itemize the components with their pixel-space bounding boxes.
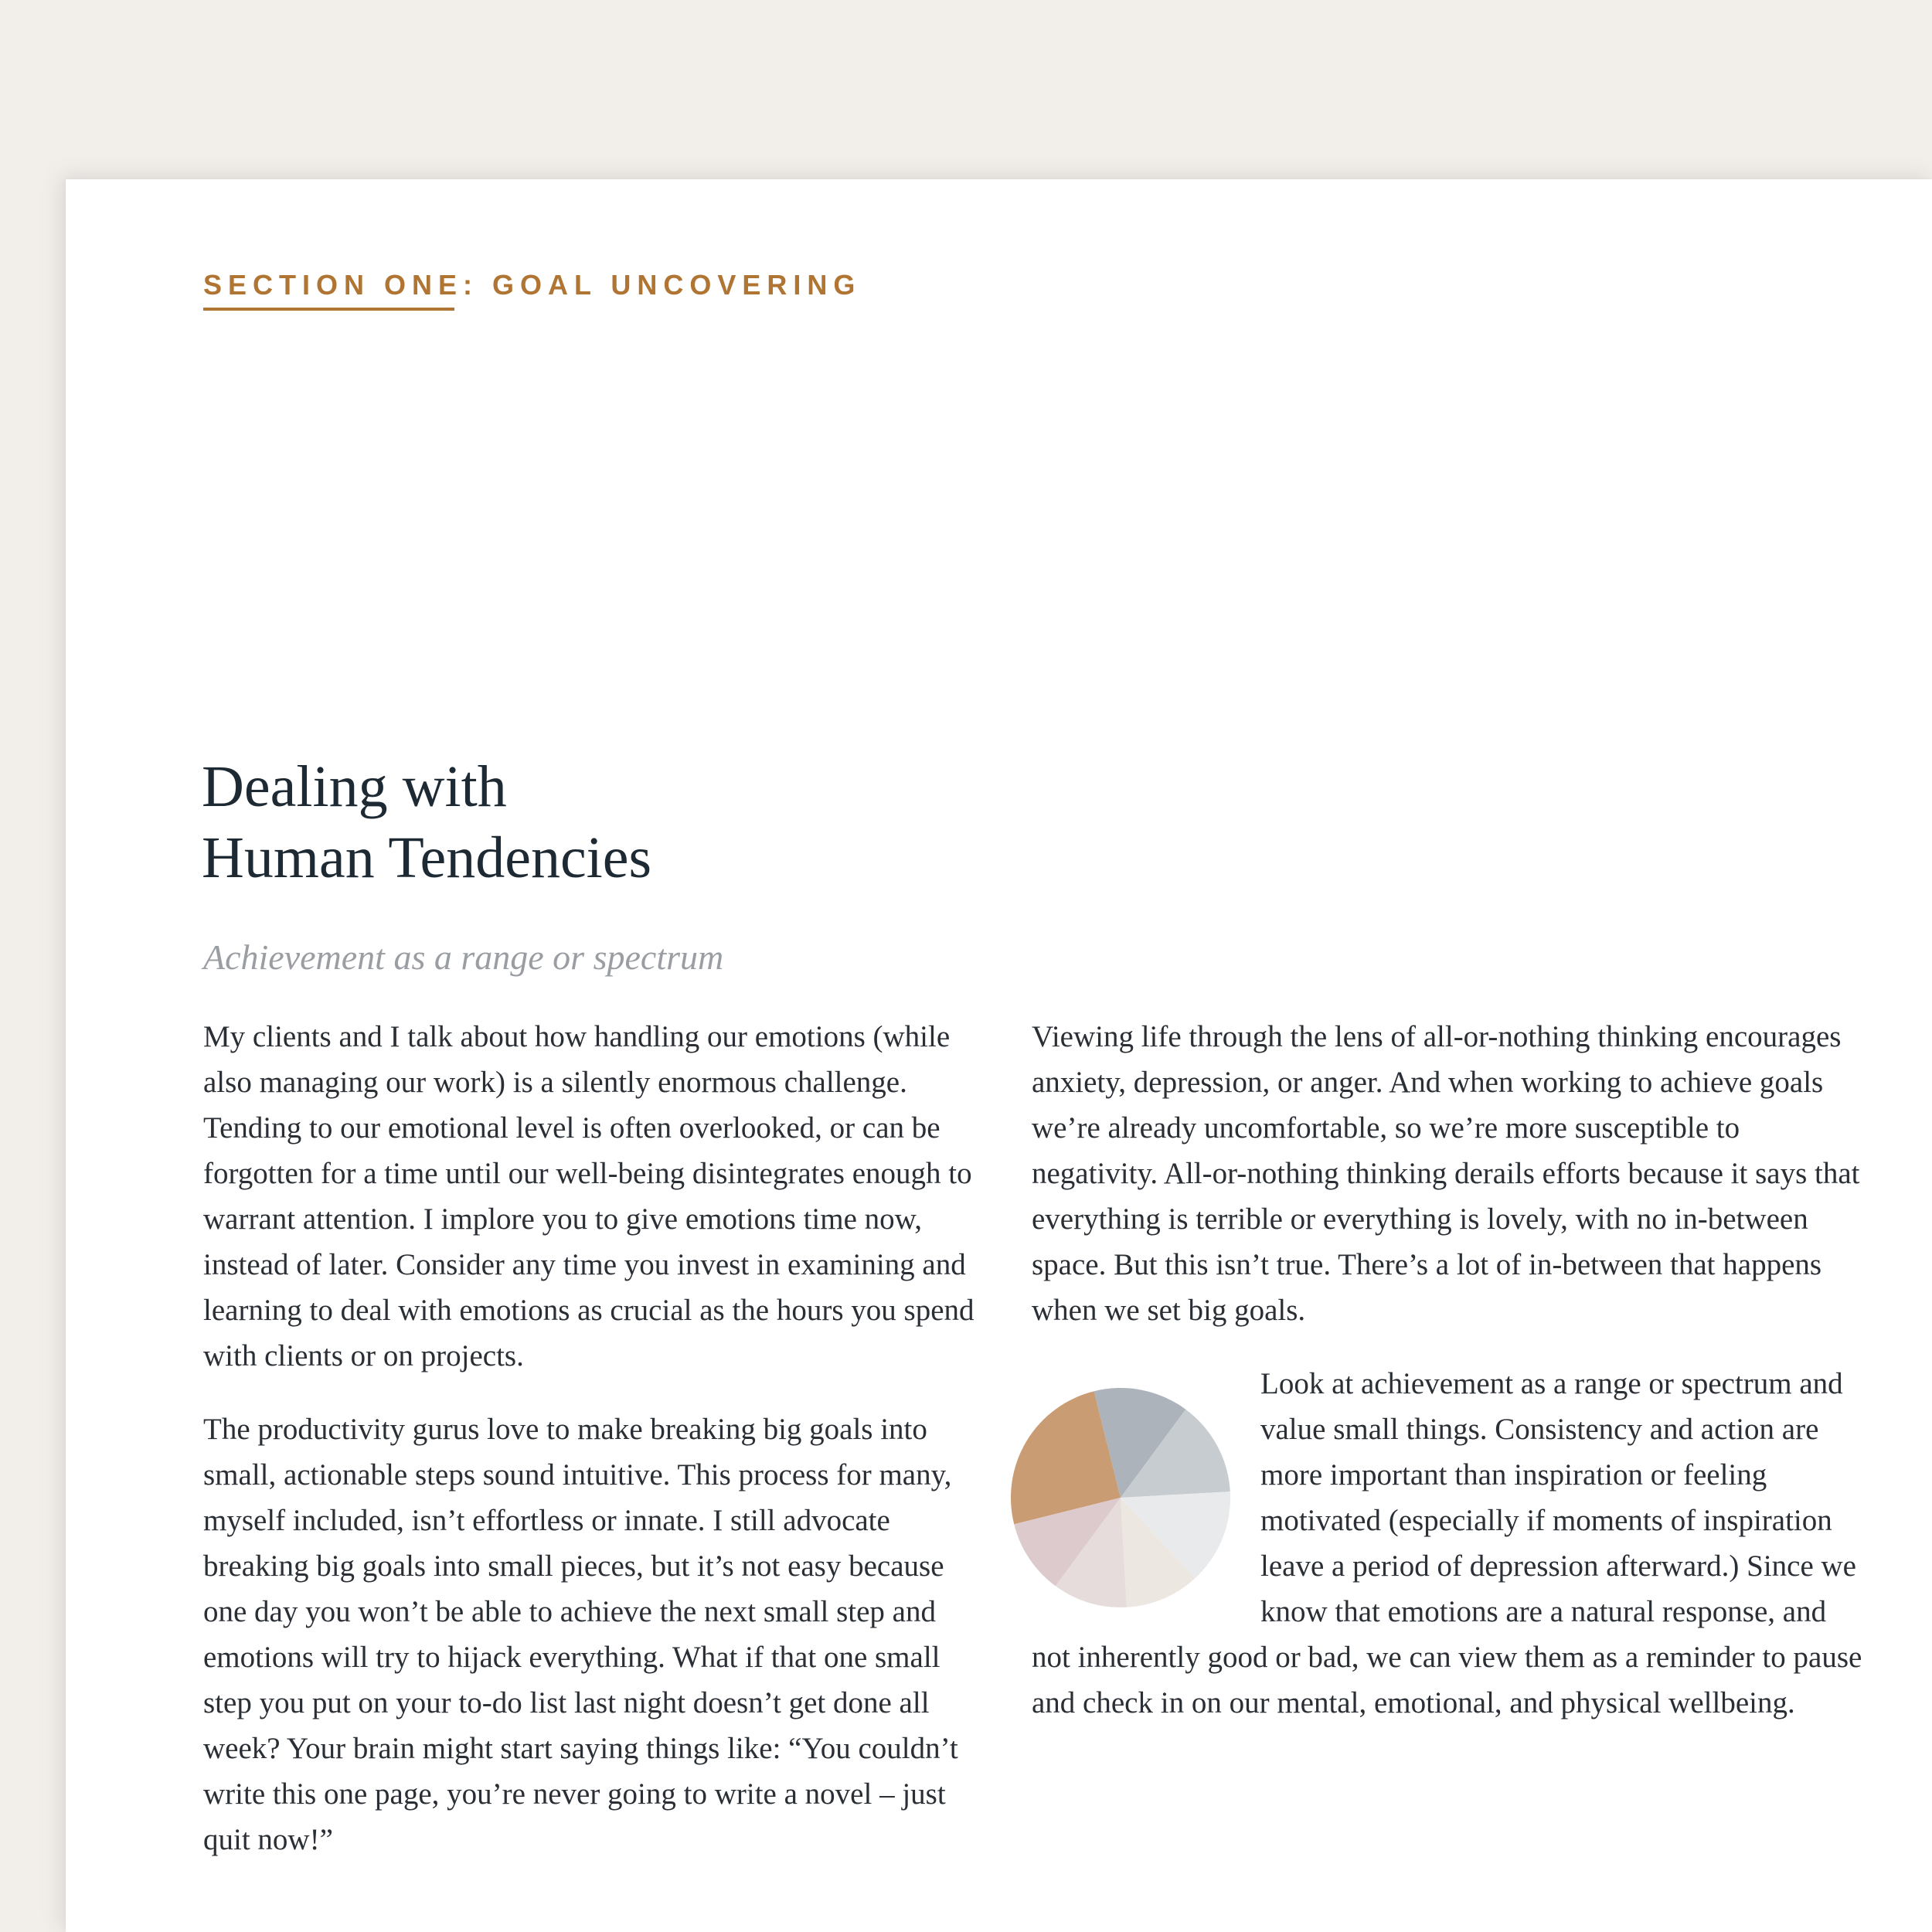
left-paragraph-1: My clients and I talk about how handling our emotions (while also managing our work) is a silently enormous challenge. Tending to our emotional level is often overlooked, or can be forgotten for a time until our well-being disintegrates enough to warrant attention. I implore you to give emotions time now, instead of later. Consider any time you invest in examining and learning to deal with emotions as crucial as the hours you spend with clients or on projects. [203, 1020, 975, 1372]
article-title [202, 751, 651, 893]
left-column [203, 1014, 976, 1862]
right-paragraph-2-wrap [1032, 1361, 1870, 1726]
right-paragraph-2: Look at achievement as a range or spectrum and value small things. Consistency and action are more important than inspiration or feeling motivated (especially if moments of inspiration leave a period of depression afterward.) Since we know that emotions are a natural response, and not inherently good or bad, we can view them as a reminder to pause and check in on our mental, emotional, and physical wellbeing. [1032, 1367, 1862, 1719]
section-label: SECTION ONE: GOAL UNCOVERING [203, 269, 862, 301]
left-paragraph-2: The productivity gurus love to make breaking big goals into small, actionable steps sound intuitive. This process for many, myself included, isn’t effortless or innate. I still advocate breaking big goals into small pieces, but it’s not easy because one day you won’t be able to achieve the next small step and emotions will try to hijack everything. What if that one small step you put on your to-do list last night doesn’t get done all week? Your brain might start saying things like: “You couldn’t write this one page, you’re never going to write a novel – just quit now!” [203, 1413, 958, 1856]
right-paragraph-1: Viewing life through the lens of all-or-nothing thinking encourages anxiety, depression, or anger. And when working to achieve goals we’re already uncomfortable, so we’re more susceptible to negativity. All-or-nothing thinking derails efforts because it says that everything is terrible or everything is lovely, with no in-between space. But this isn’t true. There’s a lot of in-between that happens when we set big goals. [1032, 1020, 1860, 1327]
article-subtitle: Achievement as a range or spectrum [203, 937, 724, 977]
title-line-1: Dealing with [202, 754, 507, 819]
pie-chart [1009, 1367, 1254, 1630]
document-page [66, 179, 1932, 1932]
pie-chart-svg [1009, 1386, 1233, 1610]
title-line-2: Human Tendencies [202, 825, 652, 890]
section-underline [203, 308, 454, 311]
right-column [1032, 1014, 1870, 1726]
